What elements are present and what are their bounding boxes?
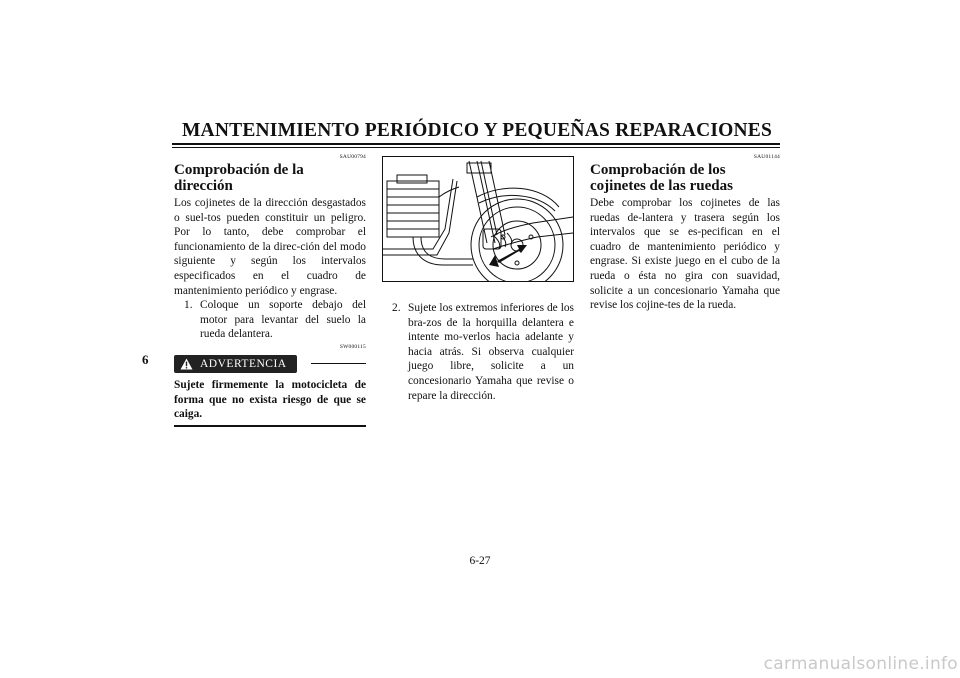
page-title: MANTENIMIENTO PERIÓDICO Y PEQUEÑAS REPARACIONES [181,120,773,141]
middle-column [382,154,574,403]
front-fork-illustration [382,156,574,282]
warning-badge [174,355,297,373]
step-number: 2. [392,302,401,314]
section-code: SAU00794 [339,154,366,160]
step-number: 1. [184,299,193,312]
warning-triangle-icon [180,358,193,370]
motorcycle-fork-drawing [383,157,573,281]
step-text: Coloque un soporte debajo del motor para levantar del suelo la rueda delantera. [200,299,366,341]
warning-text: Sujete firmemente la motocicleta de forma que no exista riesgo de que se caiga. [174,378,366,421]
page-number: 6-27 [469,555,491,567]
right-column [590,154,780,313]
section-heading-steering: Comprobación de la dirección [174,162,304,194]
warning-bottom-rule [174,425,366,427]
site-watermark: carmanualsonline.info [763,654,958,674]
step-text: Sujete los extremos inferiores de los bra-zos de la horquilla delantera e intente mo-verlos hacia adelante y hacia atrás. Si observa cualquier juego libre, solicite a un concesionario Yamaha que revise o repare la dirección. [408,302,574,402]
steering-intro-paragraph: Los cojinetes de la dirección desgastados o suel-tos pueden constituir un peligro. Por lo tanto, debe comprobar el funcionamiento de la direc-ción del modo siguiente y según los intervalos especificados en el cuadro de mantenimiento periódico y engrase. [174,197,366,297]
section-heading-wheel-bearings: Comprobación de los cojinetes de las ruedas [590,162,733,194]
warning-code: SW000115 [339,343,366,350]
left-column [174,154,366,427]
chapter-tab: 6 [142,352,149,367]
warning-header [174,355,366,373]
section-code: SAU01144 [753,154,780,160]
warning-header-rule [311,363,366,364]
wheel-bearings-paragraph: Debe comprobar los cojinetes de las ruedas de-lantera y trasera según los intervalos que se es-pecifican en el cuadro de mantenimiento periódico y engrase. Si existe juego en el cubo de la rueda o ésta no gira con suavidad, solicite a un concesionario Yamaha que revise los cojine-tes de la rueda. [590,197,780,312]
step-2 [382,301,574,403]
warning-label: ADVERTENCIA [200,357,287,370]
step-1 [174,298,366,342]
header-rule-thick [172,143,780,145]
header-rule-thin [172,147,780,148]
